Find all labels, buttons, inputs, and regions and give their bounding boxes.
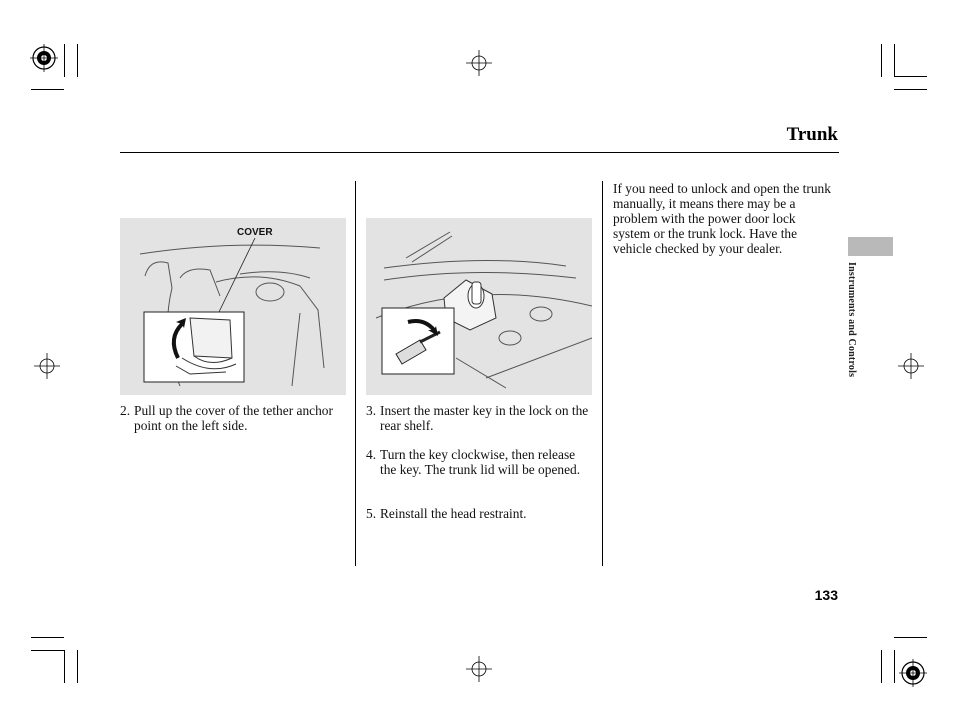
instruction-step (120, 403, 348, 433)
crosshair-icon (34, 353, 60, 379)
title-divider (120, 152, 839, 153)
step-text: Pull up the cover of the tether anchor point on the left side. (134, 403, 333, 433)
step-text: Insert the master key in the lock on the rear shelf. (380, 403, 589, 433)
step-number: 4. (366, 447, 377, 462)
step-number: 3. (366, 403, 377, 418)
tether-cover-illustration (120, 218, 346, 395)
rear-shelf-drawing (366, 218, 592, 395)
step-text: Turn the key clockwise, then release the key. The trunk lid will be opened. (380, 447, 581, 477)
instruction-step (366, 447, 592, 477)
step-text: Reinstall the head restraint. (380, 506, 527, 521)
column-divider (602, 181, 603, 566)
step-number: 5. (366, 506, 377, 521)
section-label: Instruments and Controls (846, 262, 857, 378)
manual-unlock-note: If you need to unlock and open the trunk manually, it means there may be a problem with the power door lock system or the trunk lock. Have the vehicle checked by your dealer. (613, 181, 831, 256)
instruction-step (366, 506, 592, 521)
step-number: 2. (120, 403, 131, 418)
cover-callout-label: COVER (237, 227, 273, 238)
page-title: Trunk (786, 124, 838, 145)
instruction-step (366, 403, 592, 433)
trunk-lock-illustration (366, 218, 592, 395)
column-divider (355, 181, 356, 566)
crosshair-icon (466, 656, 492, 682)
page-number: 133 (814, 587, 838, 603)
section-tab (848, 237, 893, 256)
registration-target-icon (30, 44, 58, 72)
crosshair-icon (898, 353, 924, 379)
registration-target-icon (899, 659, 927, 687)
rear-seat-drawing (120, 218, 346, 395)
crosshair-icon (466, 50, 492, 76)
